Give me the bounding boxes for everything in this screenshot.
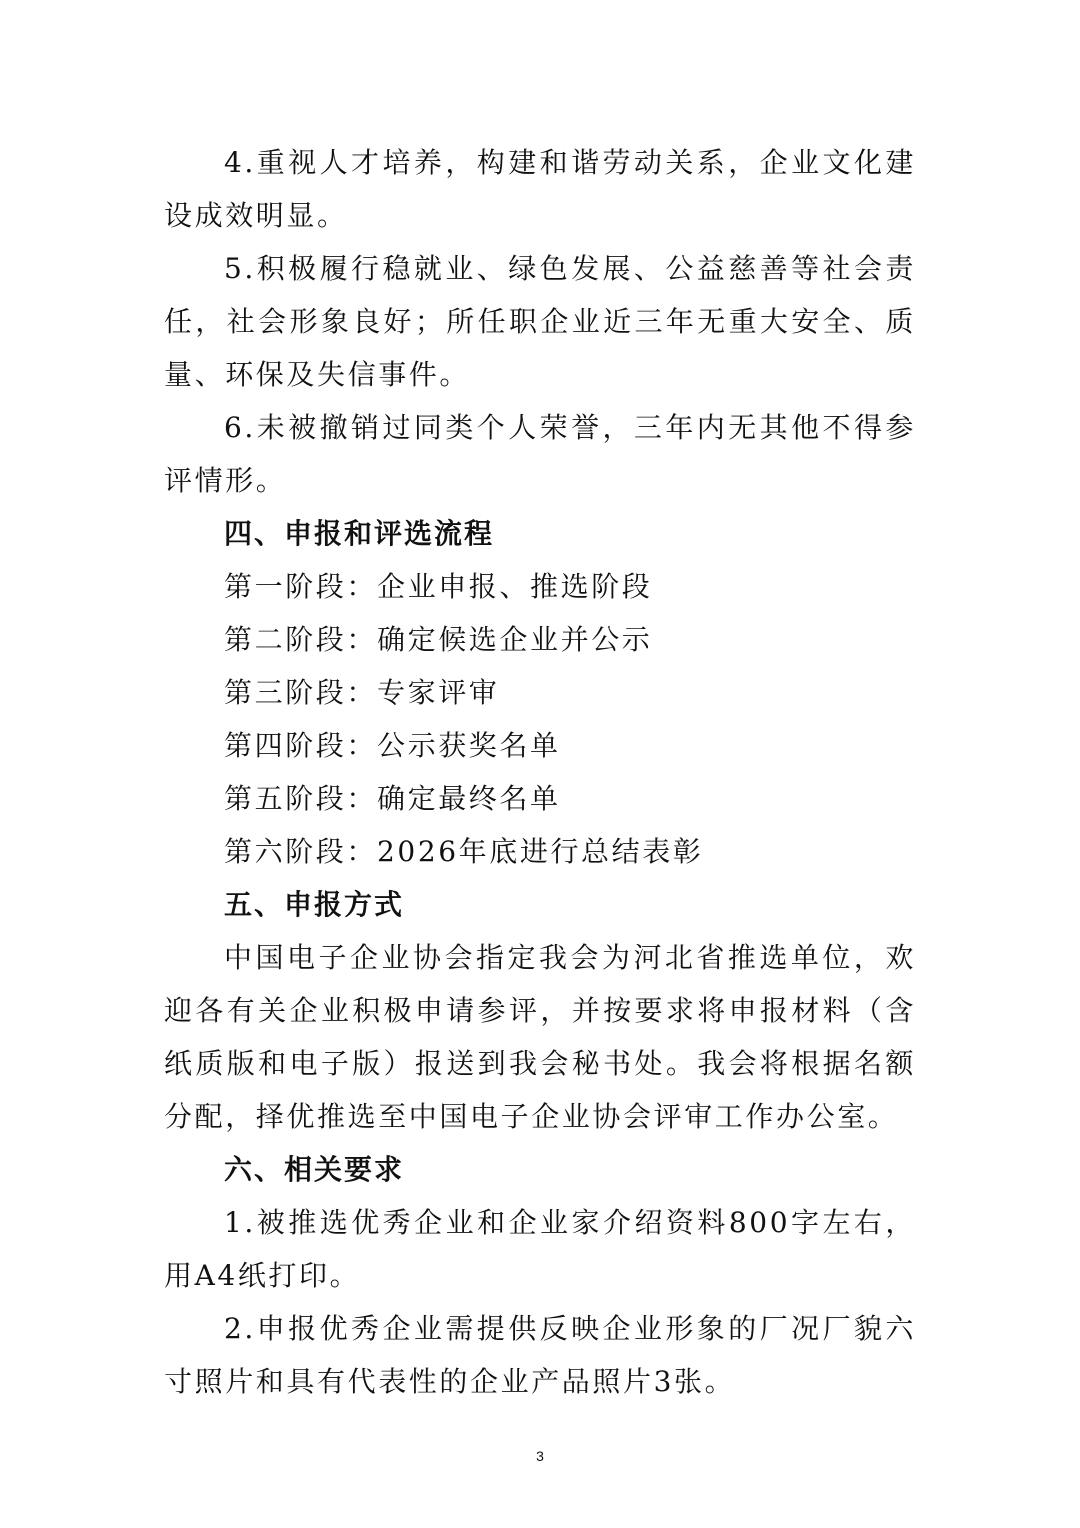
requirement-item-6: 6.未被撤销过同类个人荣誉，三年内无其他不得参评情形。 xyxy=(164,411,916,497)
process-stage-1: 第一阶段：企业申报、推选阶段 xyxy=(224,570,653,603)
document-body xyxy=(164,136,916,1408)
section-heading-related: 六、相关要求 xyxy=(224,1153,405,1186)
requirement-item-4: 4.重视人才培养，构建和谐劳动关系，企业文化建设成效明显。 xyxy=(164,146,916,232)
page-number: 3 xyxy=(536,1448,544,1464)
requirement-item-5: 5.积极履行稳就业、绿色发展、公益慈善等社会责任，社会形象良好；所任职企业近三年无重大安全、质量、环保及失信事件。 xyxy=(164,252,916,391)
process-stage-5: 第五阶段：确定最终名单 xyxy=(224,782,561,815)
process-stage-4: 第四阶段：公示获奖名单 xyxy=(224,729,561,762)
method-paragraph: 中国电子企业协会指定我会为河北省推选单位，欢迎各有关企业积极申请参评，并按要求将申报材料（含纸质版和电子版）报送到我会秘书处。我会将根据名额分配，择优推选至中国电子企业协会评审工作办公室。 xyxy=(164,941,916,1133)
section-heading-method: 五、申报方式 xyxy=(224,888,405,921)
process-stage-2: 第二阶段：确定候选企业并公示 xyxy=(224,623,653,656)
process-stage-6: 第六阶段：2026年底进行总结表彰 xyxy=(224,835,704,868)
related-item-1: 1.被推选优秀企业和企业家介绍资料800字左右，用A4纸打印。 xyxy=(164,1206,916,1292)
related-item-2: 2.申报优秀企业需提供反映企业形象的厂况厂貌六寸照片和具有代表性的企业产品照片3张。 xyxy=(164,1312,916,1398)
process-stage-3: 第三阶段：专家评审 xyxy=(224,676,500,709)
section-heading-process: 四、申报和评选流程 xyxy=(224,517,495,550)
